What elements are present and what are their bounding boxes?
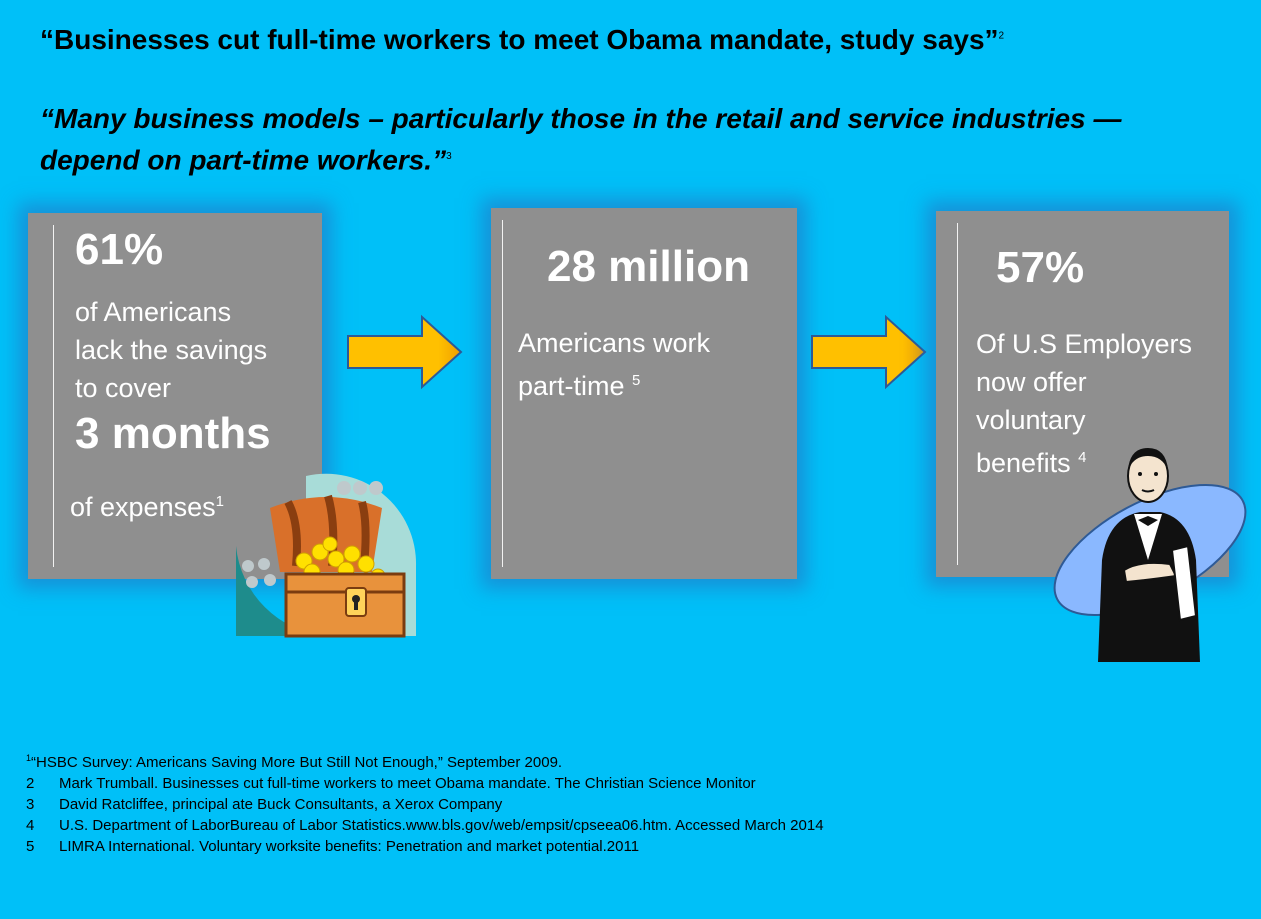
card-divider <box>502 220 503 567</box>
quote: “Many business models – particularly those in the retail and service industries — depend on part-time workers.”$^3$ <box>40 103 1122 176</box>
headline-ref: 2 <box>998 30 1005 42</box>
stat-description: Americans work part-time $^5$ <box>518 328 711 401</box>
card-divider <box>53 225 54 567</box>
footnote-item: 5 LIMRA International. Voluntary worksite benefits: Penetration and market potential.2011 <box>26 838 640 855</box>
stat-percent: 57% <box>996 243 1085 292</box>
footnote-item: 2 Mark Trumball. Businesses cut full-time workers to meet Obama mandate. The Christian Science Monitor <box>26 775 756 792</box>
right-arrow-icon <box>346 314 464 390</box>
stat-description: Of U.S Employers now offer voluntary benefits $^4$ <box>976 329 1193 478</box>
stat-percent: 61% <box>75 225 164 274</box>
footnote-item: 4 U.S. Department of LaborBureau of Labor Statistics.www.bls.gov/web/empsit/cpseea06.htm. Accessed March 2014 <box>26 817 824 834</box>
right-arrow-icon <box>810 314 928 390</box>
footnote-item: $^1$“HSBC Survey: Americans Saving More But Still Not Enough,” September 2009. <box>26 753 563 771</box>
butler-icon <box>1050 440 1250 662</box>
quote-ref: 3 <box>446 151 452 162</box>
stat-card-part-time <box>491 208 797 579</box>
stat-tail: of expenses$^1$ <box>70 492 224 522</box>
treasure-chest-icon <box>236 466 418 638</box>
card-divider <box>957 223 958 565</box>
stat-description: of Americans lack the savings to cover <box>75 297 268 403</box>
footnotes-list <box>26 748 824 857</box>
footnote-item: 3 David Ratcliffee, principal ate Buck Consultants, a Xerox Company <box>26 796 503 813</box>
headline: “Businesses cut full-time workers to meet Obama mandate, study says”$^2$ <box>40 24 1005 55</box>
stat-months: 3 months <box>75 409 271 458</box>
stat-count: 28 million <box>547 242 750 291</box>
